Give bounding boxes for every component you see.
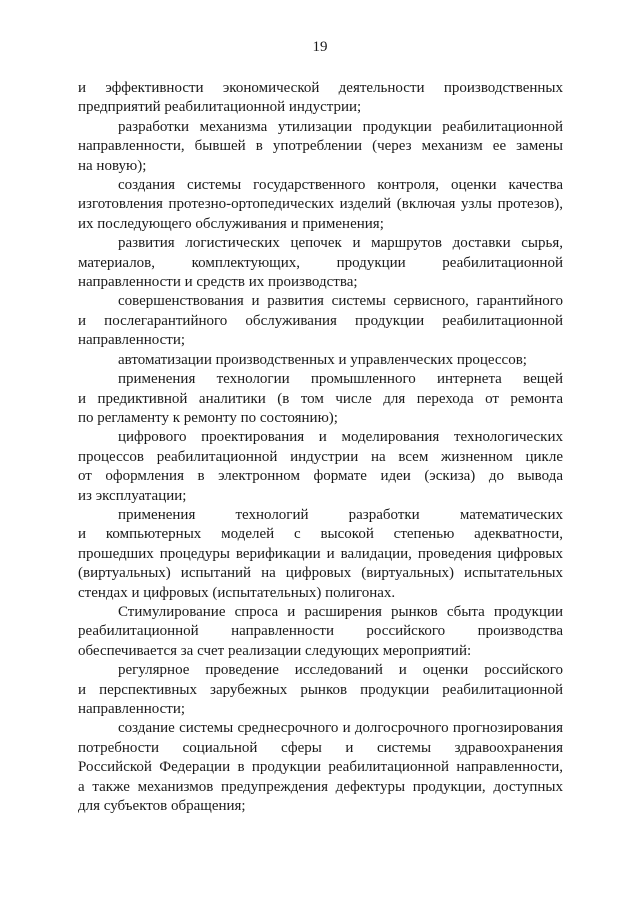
paragraph-line: и эффективности экономической деятельности производственных (78, 80, 563, 96)
page-number: 19 (312, 39, 328, 55)
paragraph (78, 661, 563, 719)
paragraph-line: совершенствования и развития системы сервисного, гарантийного (118, 293, 563, 310)
paragraph-line: направленности, бывшей в употреблении (через механизм ее замены (78, 138, 563, 155)
paragraph-line: по регламенту к ремонту по состоянию); (78, 409, 338, 426)
paragraph (78, 118, 563, 176)
paragraph-line: развития логистических цепочек и маршрутов доставки сырья, (118, 235, 563, 252)
paragraph-line: стендах и цифровых (испытательных) полигонах. (78, 584, 396, 601)
paragraph-line: создание системы среднесрочного и долгосрочного прогнозирования (118, 720, 563, 737)
paragraph-line: создания системы государственного контроля, оценки качества (118, 177, 563, 194)
paragraph-line: изготовления протезно-ортопедических изделий (включая узлы протезов), (78, 196, 563, 213)
paragraph-line: а также механизмов предупреждения дефектуры продукции, доступных (78, 778, 563, 795)
paragraph-line: Стимулирование спроса и расширения рынков сбыта продукции (118, 603, 563, 620)
paragraph-line: процессов реабилитационной индустрии на всем жизненном цикле (78, 448, 563, 465)
paragraph (78, 603, 563, 661)
paragraph (78, 176, 563, 234)
paragraph (78, 428, 563, 506)
paragraph-line: материалов, комплектующих, продукции реабилитационной (78, 254, 563, 271)
paragraph-line: прошедших процедуры верификации и валидации, проведения цифровых (78, 545, 563, 562)
paragraph-line: от оформления в электронном формате идеи (эскиза) до вывода (78, 468, 563, 485)
paragraph-line: на новую); (78, 157, 147, 174)
paragraph-line: обеспечивается за счет реализации следующих мероприятий: (78, 642, 472, 659)
paragraph (78, 292, 563, 350)
paragraph (78, 234, 563, 292)
paragraph-line: (виртуальных) испытаний на цифровых (виртуальных) испытательных (78, 565, 563, 582)
document-body (78, 79, 563, 816)
paragraph-line: применения технологий разработки математических (118, 506, 563, 523)
paragraph-line: для субъектов обращения; (78, 798, 246, 815)
paragraph (78, 506, 563, 603)
paragraph (78, 370, 563, 428)
paragraph-line: потребности социальной сферы и системы здравоохранения (78, 739, 563, 756)
paragraph-line: и компьютерных моделей с высокой степенью адекватности, (78, 526, 563, 543)
paragraph-line: регулярное проведение исследований и оценки российского (118, 662, 563, 679)
paragraph-line: их последующего обслуживания и применения; (78, 215, 384, 232)
paragraph-line: направленности и средств их производства; (78, 274, 358, 291)
paragraph-line: реабилитационной направленности российского производства (78, 623, 563, 640)
paragraph-line: и предиктивной аналитики (в том числе для перехода от ремонта (78, 390, 563, 407)
paragraph-line: применения технологии промышленного интернета вещей (118, 371, 563, 388)
paragraph-line: направленности; (78, 332, 186, 349)
paragraph-line: разработки механизма утилизации продукции реабилитационной (118, 118, 563, 135)
paragraph-line: из эксплуатации; (78, 487, 187, 504)
paragraph-line: Российской Федерации в продукции реабилитационной направленности, (78, 759, 563, 776)
paragraph (78, 79, 563, 118)
paragraph-line: предприятий реабилитационной индустрии; (78, 99, 362, 116)
paragraph-line: автоматизации производственных и управленческих процессов; (118, 351, 527, 368)
paragraph (78, 351, 563, 370)
paragraph-line: и перспективных зарубежных рынков продукции реабилитационной (78, 681, 563, 698)
paragraph-line: направленности; (78, 701, 186, 717)
paragraph-line: и послегарантийного обслуживания продукции реабилитационной (78, 312, 563, 329)
paragraph-line: цифрового проектирования и моделирования технологических (118, 429, 563, 446)
paragraph (78, 719, 563, 816)
